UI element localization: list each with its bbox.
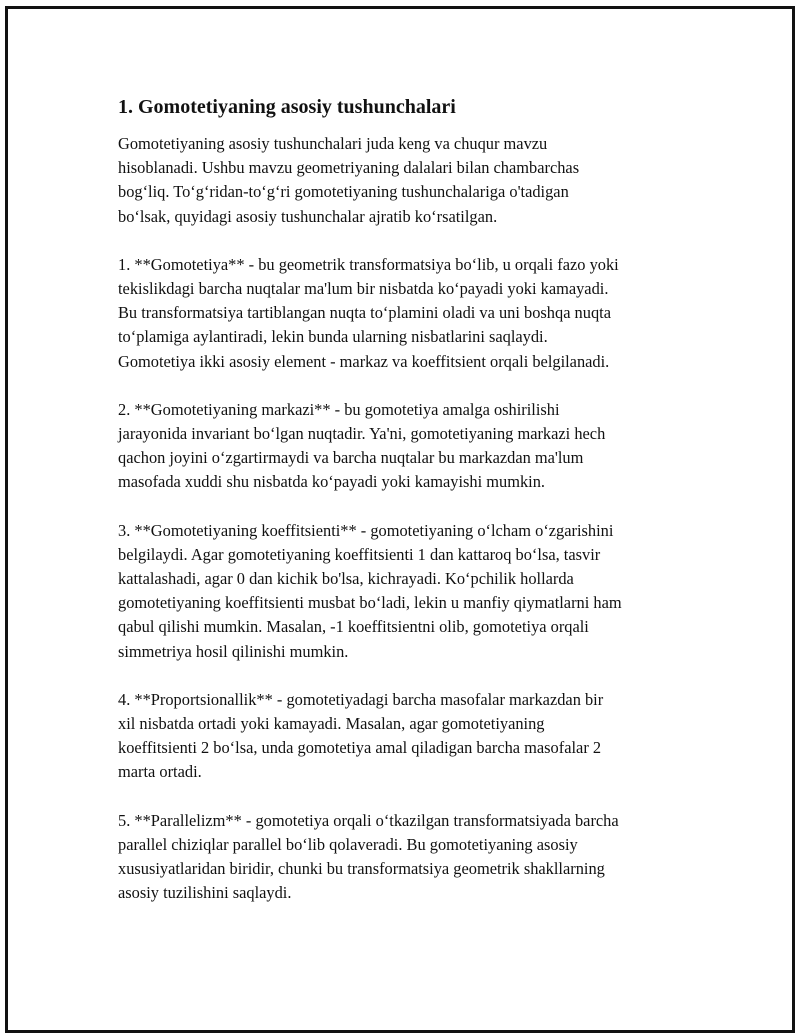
paragraph-koeffitsienti: 3. **Gomotetiyaning koeffitsienti** - gomotetiyaning o‘lcham o‘zgarishini belgilaydi. Agar gomotetiyaning koeffitsienti 1 dan kattaroq bo‘lsa, tasvir kattalashadi, agar 0 dan kichik bo'lsa, kichrayadi. Ko‘pchilik hollarda gomotetiyaning koeffitsienti musbat bo‘ladi, lekin u manfiy qiymatlarni ham qabul qilishi mumkin. Masalan, -1 koeffitsientni olib, gomotetiya orqali simmetriya hosil qilinishi mumkin. bbox=[118, 520, 622, 661]
paragraph-parallelizm: 5. **Parallelizm** - gomotetiya orqali o‘tkazilgan transformatsiyada barcha parallel chiziqlar parallel bo‘lib qolaveradi. Bu gomotetiyaning asosiy xususiyatlaridan biridir, chunki bu transformatsiya geometrik shakllarning asosiy tuzilishini saqlaydi. bbox=[118, 810, 619, 903]
intro-paragraph: Gomotetiyaning asosiy tushunchalari juda keng va chuqur mavzu hisoblanadi. Ushbu mavzu geometriyaning dalalari bilan chambarchas bog‘liq. To‘g‘ridan-to‘g‘ri gomotetiyaning tushunchalariga o'tadigan bo‘lsak, quyidagi asosiy tushunchalar ajratib ko‘rsatilgan. bbox=[118, 134, 580, 226]
paragraph-proportsionallik: 4. **Proportsionallik** - gomotetiyadagi barcha masofalar markazdan bir xil nisbatda ortadi yoki kamayadi. Masalan, agar gomotetiyaning koeffitsienti 2 bo‘lsa, unda gomotetiya amal qiladigan barcha masofalar 2 marta ortadi. bbox=[118, 689, 604, 782]
document-body bbox=[118, 94, 693, 929]
paragraph-markazi: 2. **Gomotetiyaning markazi** - bu gomotetiya amalga oshirilishi jarayonida invariant bo‘lgan nuqtadir. Ya'ni, gomotetiyaning markazi hech qachon joyini o‘zgartirmaydi va barcha nuqtalar bu markazdan ma'lum masofada xuddi shu nisbatda ko‘payadi yoki kamayishi mumkin. bbox=[118, 399, 606, 492]
paragraph-gomotetiya: 1. **Gomotetiya** - bu geometrik transformatsiya bo‘lib, u orqali fazo yoki tekislikdagi barcha nuqtalar ma'lum bir nisbatda ko‘payadi yoki kamayadi. Bu transformatsiya tartiblangan nuqta to‘plamini oladi va uni boshqa nuqta to‘plamiga aylantiradi, lekin bunda ularning nisbatlarini saqlaydi. Gomotetiya ikki asosiy element - markaz va koeffitsient orqali belgilanadi. bbox=[118, 254, 619, 371]
document-title: 1. Gomotetiyaning asosiy tushunchalari bbox=[118, 96, 456, 118]
